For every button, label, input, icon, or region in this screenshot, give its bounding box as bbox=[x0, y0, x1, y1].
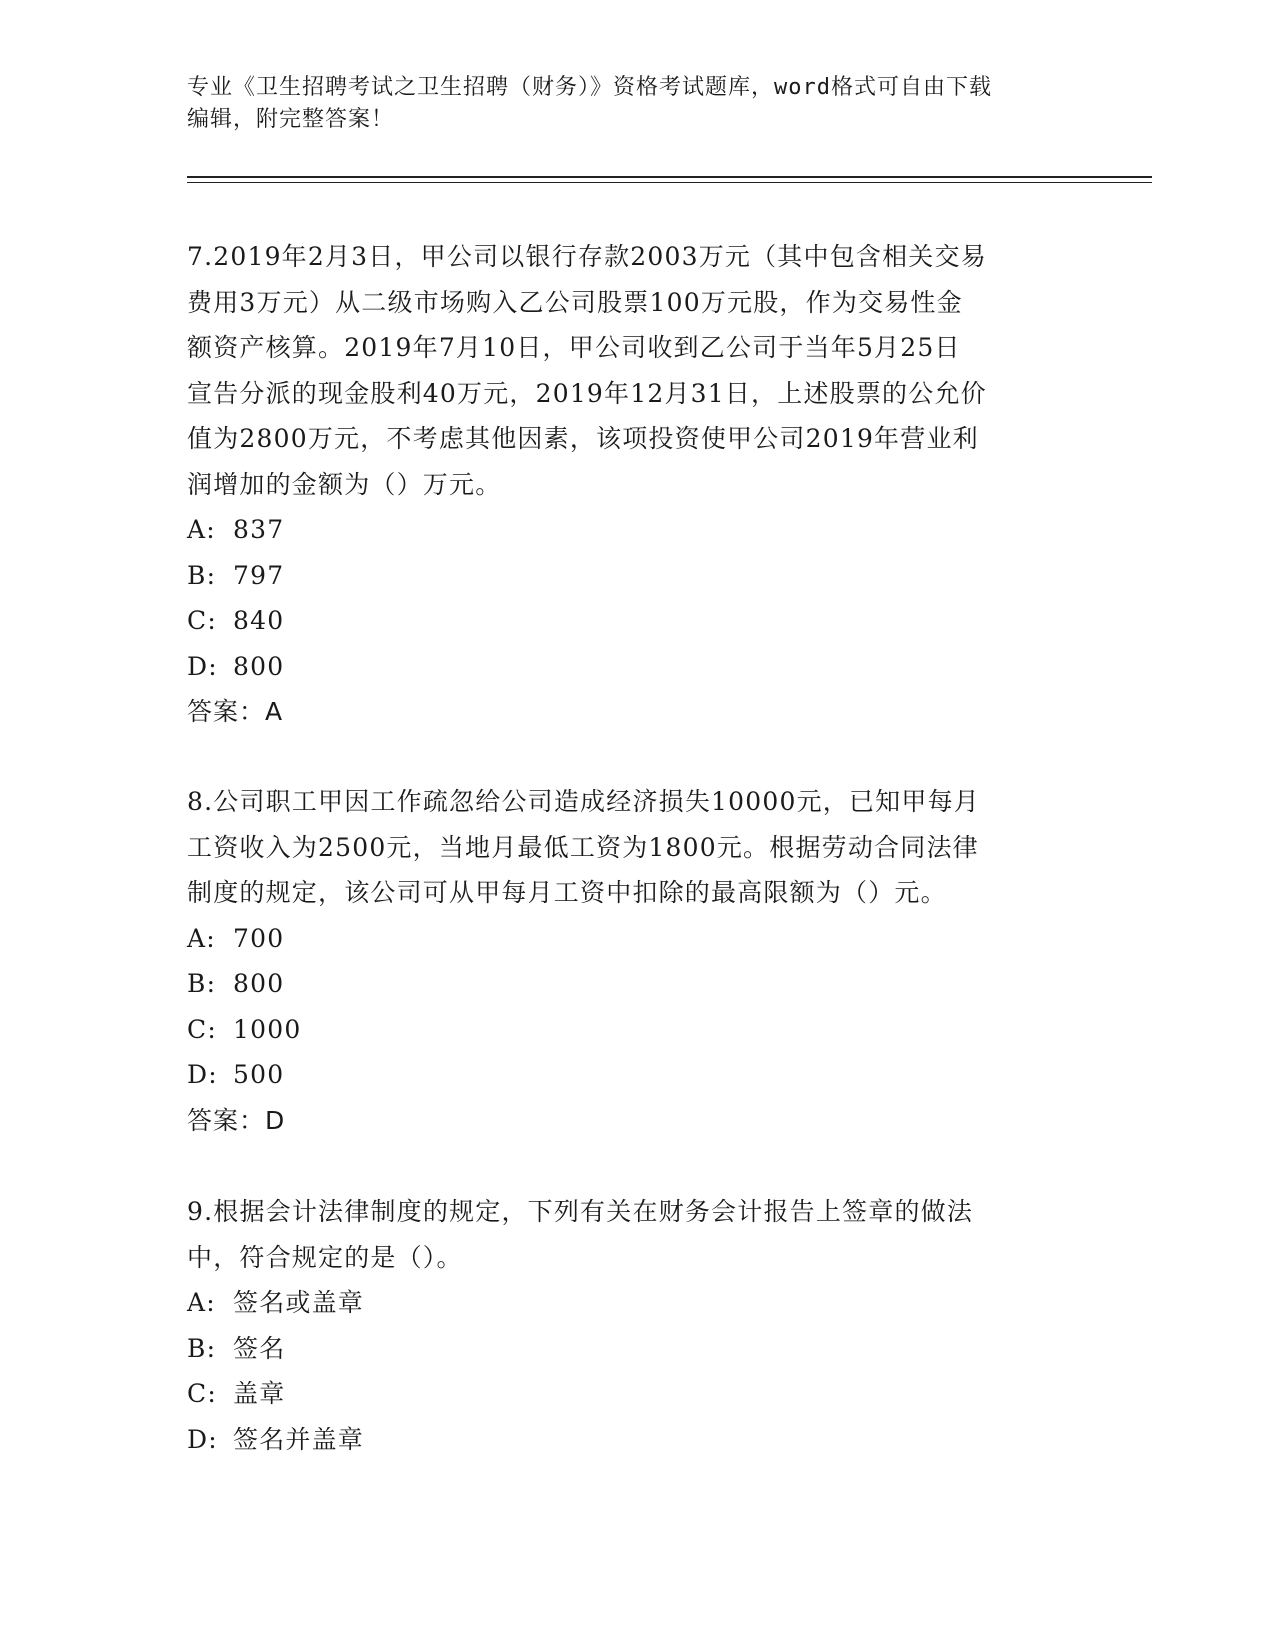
question-7 bbox=[187, 234, 1087, 735]
question-8-option-d bbox=[187, 1052, 1087, 1098]
question-8-text-line: 制度的规定，该公司可从甲每月工资中扣除的最高限额为（）元。 bbox=[187, 878, 947, 907]
option-text: 1000 bbox=[233, 1014, 302, 1044]
option-letter: B: bbox=[187, 969, 217, 998]
question-9-option-a bbox=[187, 1280, 1087, 1326]
header-line-1: 专业《卫生招聘考试之卫生招聘（财务）》资格考试题库，word格式可自由下载 bbox=[187, 75, 992, 100]
header-line-2: 编辑，附完整答案！ bbox=[187, 107, 395, 132]
question-7-answer: 答案：A bbox=[187, 697, 284, 726]
option-text: 797 bbox=[233, 560, 285, 590]
question-7-text-line: 额资产核算。2019年7月10日，甲公司收到乙公司于当年5月25日 bbox=[187, 333, 961, 362]
question-8-text-line: 工资收入为2500元，当地月最低工资为1800元。根据劳动合同法律 bbox=[187, 832, 979, 862]
option-letter: C: bbox=[187, 1014, 217, 1044]
option-text: 800 bbox=[233, 651, 285, 681]
question-8-option-c bbox=[187, 1007, 1087, 1053]
question-8-text-line: 8.公司职工甲因工作疏忽给公司造成经济损失10000元，已知甲每月 bbox=[187, 787, 980, 816]
question-8-option-a bbox=[187, 916, 1087, 962]
question-7-option-c bbox=[187, 598, 1087, 644]
question-7-text-line: 费用3万元）从二级市场购入乙公司股票100万元股，作为交易性金 bbox=[187, 287, 963, 317]
question-9-option-b bbox=[187, 1326, 1087, 1372]
option-text: 800 bbox=[233, 969, 285, 998]
option-letter: C: bbox=[187, 1379, 217, 1408]
option-letter: D: bbox=[187, 1424, 218, 1454]
question-7-option-a bbox=[187, 507, 1087, 553]
question-8-option-b bbox=[187, 961, 1087, 1007]
option-letter: B: bbox=[187, 560, 217, 590]
question-7-option-d bbox=[187, 644, 1087, 690]
option-text: 签名或盖章 bbox=[233, 1288, 365, 1317]
question-9 bbox=[187, 1189, 1087, 1462]
option-letter: A: bbox=[187, 923, 216, 953]
document-header bbox=[187, 72, 1067, 136]
header-divider-thin bbox=[187, 182, 1152, 183]
option-text: 签名 bbox=[233, 1333, 286, 1363]
option-text: 签名并盖章 bbox=[233, 1424, 365, 1454]
question-9-text-line: 中，符合规定的是（）。 bbox=[187, 1242, 463, 1272]
question-8-answer: 答案：D bbox=[187, 1105, 286, 1135]
option-letter: C: bbox=[187, 606, 217, 635]
question-9-text-line: 9.根据会计法律制度的规定，下列有关在财务会计报告上签章的做法 bbox=[187, 1197, 974, 1226]
option-letter: D: bbox=[187, 1060, 218, 1089]
option-letter: D: bbox=[187, 651, 218, 681]
option-text: 700 bbox=[233, 923, 285, 953]
option-text: 837 bbox=[233, 515, 285, 544]
question-7-text-line: 值为2800万元，不考虑其他因素，该项投资使甲公司2019年营业利 bbox=[187, 424, 979, 453]
option-letter: B: bbox=[187, 1333, 217, 1363]
header-divider-thick bbox=[187, 176, 1152, 178]
option-letter: A: bbox=[187, 1288, 216, 1317]
question-7-text-line: 润增加的金额为（）万元。 bbox=[187, 469, 502, 499]
option-text: 840 bbox=[233, 606, 285, 635]
question-7-text-line: 7.2019年2月3日，甲公司以银行存款2003万元（其中包含相关交易 bbox=[187, 242, 987, 271]
option-text: 盖章 bbox=[233, 1379, 286, 1408]
question-7-option-b bbox=[187, 553, 1087, 599]
question-7-text-line: 宣告分派的现金股利40万元，2019年12月31日，上述股票的公允价 bbox=[187, 378, 987, 408]
option-text: 500 bbox=[233, 1060, 285, 1089]
question-9-option-d bbox=[187, 1417, 1087, 1463]
question-8 bbox=[187, 779, 1087, 1143]
option-letter: A: bbox=[187, 515, 216, 544]
question-9-option-c bbox=[187, 1371, 1087, 1417]
